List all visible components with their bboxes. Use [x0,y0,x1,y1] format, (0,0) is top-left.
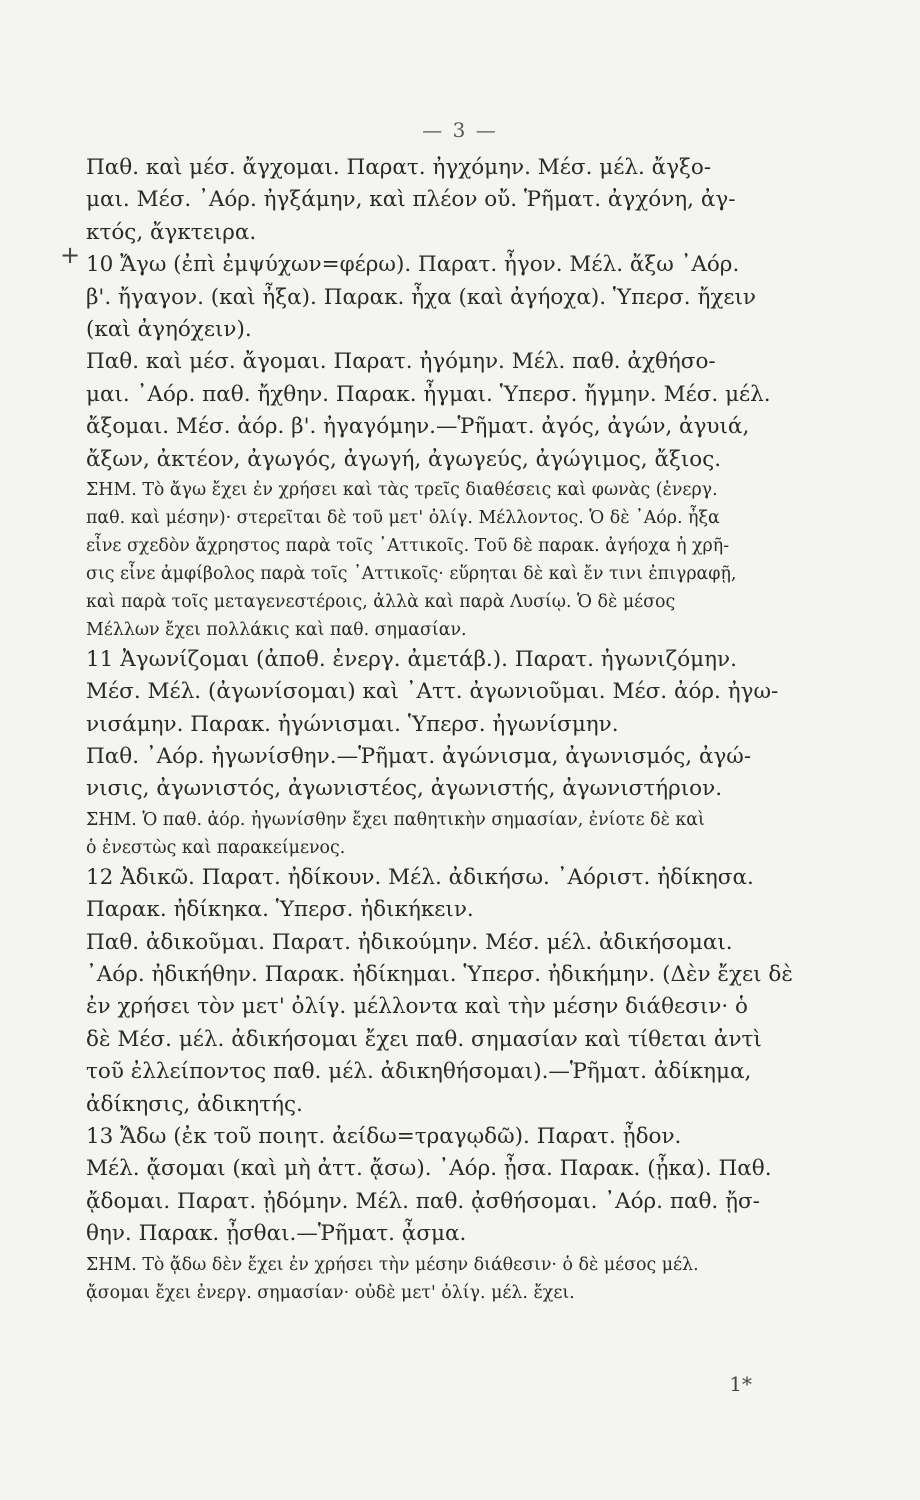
note-line: ΣΗΜ. Τὸ ᾄδω δὲν ἔχει ἐν χρήσει τὴν μέσην διάθεσιν· ὁ δὲ μέσος μέλ. [86,1254,699,1275]
text-line: ἄξομαι. Μέσ. ἀόρ. β'. ἠγαγόμην.—Ῥῆματ. ἀγός, ἀγών, ἀγυιά, [86,414,750,440]
text-line: β'. ἤγαγον. (καὶ ἦξα). Παρακ. ἦχα (καὶ ἀγήοχα). Ὑπερσ. ἤχειν [86,284,756,310]
text-line: Παθ. καὶ μέσ. ἄγομαι. Παρατ. ἠγόμην. Μέλ. παθ. ἀχθήσο- [86,349,716,375]
text-line: ἄξων, ἀκτέον, ἀγωγός, ἀγωγή, ἀγωγεύς, ἀγώγιμος, ἄξιος. [86,446,722,472]
note-line: Μέλλων ἔχει πολλάκις καὶ παθ. σημασίαν. [86,619,467,640]
text-line: (καὶ ἀγηόχειν). [86,316,252,342]
note-line: ΣΗΜ. Τὸ ἄγω ἔχει ἐν χρήσει καὶ τὰς τρεῖς διαθέσεις καὶ φωνὰς (ἐνεργ. [86,479,718,500]
note-line: παθ. καὶ μέσην)· στερεῖται δὲ τοῦ μετ' ὀλίγ. Μέλλοντος. Ὁ δὲ ᾿Αόρ. ἦξα [86,507,720,528]
text-line: Παθ. ᾿Αόρ. ἠγωνίσθην.—Ῥῆματ. ἀγώνισμα, ἀγωνισμός, ἀγώ- [86,744,752,770]
text-line: νισις, ἀγωνιστός, ἀγωνιστέος, ἀγωνιστής, ἀγωνιστήριον. [86,776,723,802]
margin-cross-mark: + [60,241,81,269]
note-line: ᾄσομαι ἔχει ἐνεργ. σημασίαν· οὐδὲ μετ' ὀλίγ. μέλ. ἔχει. [86,1282,575,1303]
text-line: μαι. Μέσ. ᾿Αόρ. ἠγξάμην, καὶ πλέον οὔ. Ῥῆματ. ἀγχόνη, ἀγ- [86,187,736,213]
text-line: μαι. ᾿Αόρ. παθ. ἤχθην. Παρακ. ἦγμαι. Ὑπερσ. ἤγμην. Μέσ. μέλ. [86,381,771,407]
text-line: ᾿Αόρ. ἠδικήθην. Παρακ. ἠδίκημαι. Ὑπερσ. ἠδικήμην. (Δὲν ἔχει δὲ [86,962,793,988]
note-line: καὶ παρὰ τοῖς μεταγενεστέροις, ἀλλὰ καὶ παρὰ Λυσίῳ. Ὁ δὲ μέσος [86,591,676,612]
signature-mark: 1* [729,1372,752,1396]
text-line: Παρακ. ἠδίκηκα. Ὑπερσ. ἠδικήκειν. [86,897,474,923]
text-line: νισάμην. Παρακ. ἠγώνισμαι. Ὑπερσ. ἠγωνίσμην. [86,711,619,737]
note-line: σις εἶνε ἀμφίβολος παρὰ τοῖς ᾿Αττικοῖς· εὕρηται δὲ καὶ ἔν τινι ἐπιγραφῇ, [86,563,737,584]
text-line: Μέσ. Μέλ. (ἀγωνίσομαι) καὶ ᾿Αττ. ἀγωνιοῦμαι. Μέσ. ἀόρ. ἠγω- [86,679,779,705]
note-line: ὁ ἐνεστὼς καὶ παρακείμενος. [86,837,346,858]
text-line: τοῦ ἐλλείποντος παθ. μέλ. ἀδικηθήσομαι).—Ῥῆματ. ἀδίκημα, [86,1059,752,1085]
text-line: ᾄδομαι. Παρατ. ᾐδόμην. Μέλ. παθ. ᾀσθήσομαι. ᾿Αόρ. παθ. ᾔσ- [86,1188,760,1214]
text-line: δὲ Μέσ. μέλ. ἀδικήσομαι ἔχει παθ. σημασίαν καὶ τίθεται ἀντὶ [86,1026,762,1052]
note-line: ΣΗΜ. Ὁ παθ. ἀόρ. ἠγωνίσθην ἔχει παθητικὴν σημασίαν, ἐνίοτε δὲ καὶ [86,809,705,830]
text-line: 11 Ἀγωνίζομαι (ἀποθ. ἐνεργ. ἀμετάβ.). Παρατ. ἠγωνιζόμην. [86,646,737,672]
text-line: Παθ. καὶ μέσ. ἄγχομαι. Παρατ. ἠγχόμην. Μέσ. μέλ. ἄγξο- [86,155,712,180]
note-line: εἶνε σχεδὸν ἄχρηστος παρὰ τοῖς ᾿Αττικοῖς. Τοῦ δὲ παρακ. ἀγήοχα ἡ χρῆ- [86,535,730,556]
text-line: 13 Ἄδω (ἐκ τοῦ ποιητ. ἀείδω=τραγῳδῶ). Παρατ. ᾖδον. [86,1123,682,1149]
text-line: 12 Ἀδικῶ. Παρατ. ἠδίκουν. Μέλ. ἀδικήσω. ᾿Αόριστ. ἠδίκησα. [86,864,754,890]
text-line: θην. Παρακ. ᾖσθαι.—Ῥῆματ. ᾆσμα. [86,1221,467,1247]
text-line: ἀδίκησις, ἀδικητής. [86,1091,303,1117]
page-number: — 3 — [422,118,498,142]
text-line: 10 Ἄγω (ἐπὶ ἐμψύχων=φέρω). Παρατ. ἦγον. Μέλ. ἄξω ᾿Αόρ. [86,252,740,278]
text-column [86,152,793,1307]
text-line: κτός, ἄγκτειρα. [86,219,257,245]
text-line: Παθ. ἀδικοῦμαι. Παρατ. ἠδικούμην. Μέσ. μέλ. ἀδικήσομαι. [86,929,733,955]
text-line: ἐν χρήσει τὸν μετ' ὀλίγ. μέλλοντα καὶ τὴν μέσην διάθεσιν· ὁ [86,994,748,1020]
text-line: Μέλ. ᾄσομαι (καὶ μὴ ἀττ. ᾄσω). ᾿Αόρ. ᾖσα. Παρακ. (ᾖκα). Παθ. [86,1156,772,1182]
